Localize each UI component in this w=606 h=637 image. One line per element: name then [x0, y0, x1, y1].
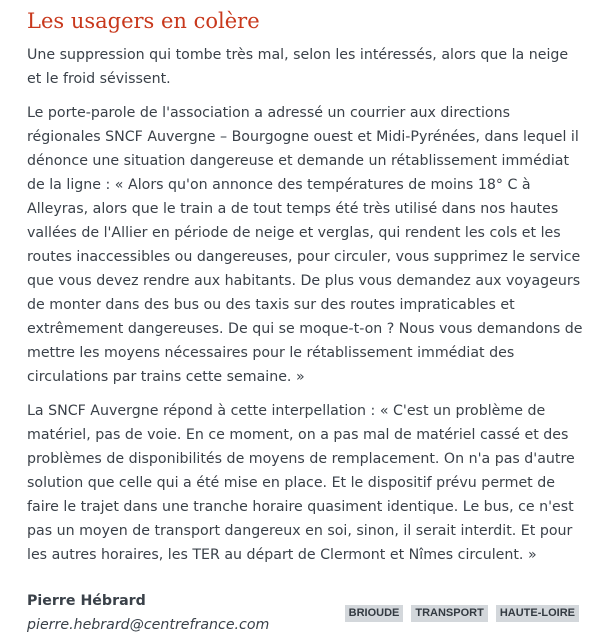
paragraph: Le porte-parole de l'association a adressé un courrier aux directions régionales SNCF Auvergne – Bourgogne ouest et Midi-Pyrénées, dans lequel il dénonce une situation dangereuse et demande un rétablissement immédiat de la ligne : « Alors qu'on annonce des températures de moins 18° C à Alleyras, alors que le train a de tout temps été très utilisé dans nos hautes vallées de l'Allier en période de neige et verglas, qui rendent les cols et les routes inaccessibles ou dangereuses, pour circuler, vous supprimez le service que vous devez rendre aux habitants. De plus vous demandez aux voyageurs de monter dans des bus ou des taxis sur des routes impraticables et extrêmement dangereuses. De qui se moque-t-on ? Nous vous demandons de mettre les moyens nécessaires pour le rétablissement immédiat des circulations par trains cette semaine. » [27, 105, 583, 385]
tag-brioude[interactable]: BRIOUDE [345, 605, 404, 622]
tag-list [345, 605, 579, 622]
tag-haute-loire[interactable]: HAUTE-LOIRE [496, 605, 579, 622]
paragraph: La SNCF Auvergne répond à cette interpellation : « C'est un problème de matériel, pas de voie. En ce moment, on a pas mal de matériel cassé et des problèmes de disponibilités de moyens de remplacement. On n'a pas d'autre solution que celle qui a été mise en place. Et le dispositif prévu permet de faire le trajet dans une tranche horaire quasiment identique. Le bus, ce n'est pas un moyen de transport dangereux en soi, sinon, il serait interdit. Et pour les autres horaires, les TER au départ de Clermont et Nîmes circulent. » [27, 403, 575, 563]
author-email[interactable]: pierre.hebrard@centrefrance.com [27, 617, 270, 633]
paragraph: Une suppression qui tombe très mal, selon les intéressés, alors que la neige et le froid sévissent. [27, 47, 569, 87]
section-heading: Les usagers en colère [27, 9, 260, 33]
tag-transport[interactable]: TRANSPORT [411, 605, 487, 622]
article-section [27, 6, 585, 637]
author-name: Pierre Hébrard [27, 593, 146, 609]
